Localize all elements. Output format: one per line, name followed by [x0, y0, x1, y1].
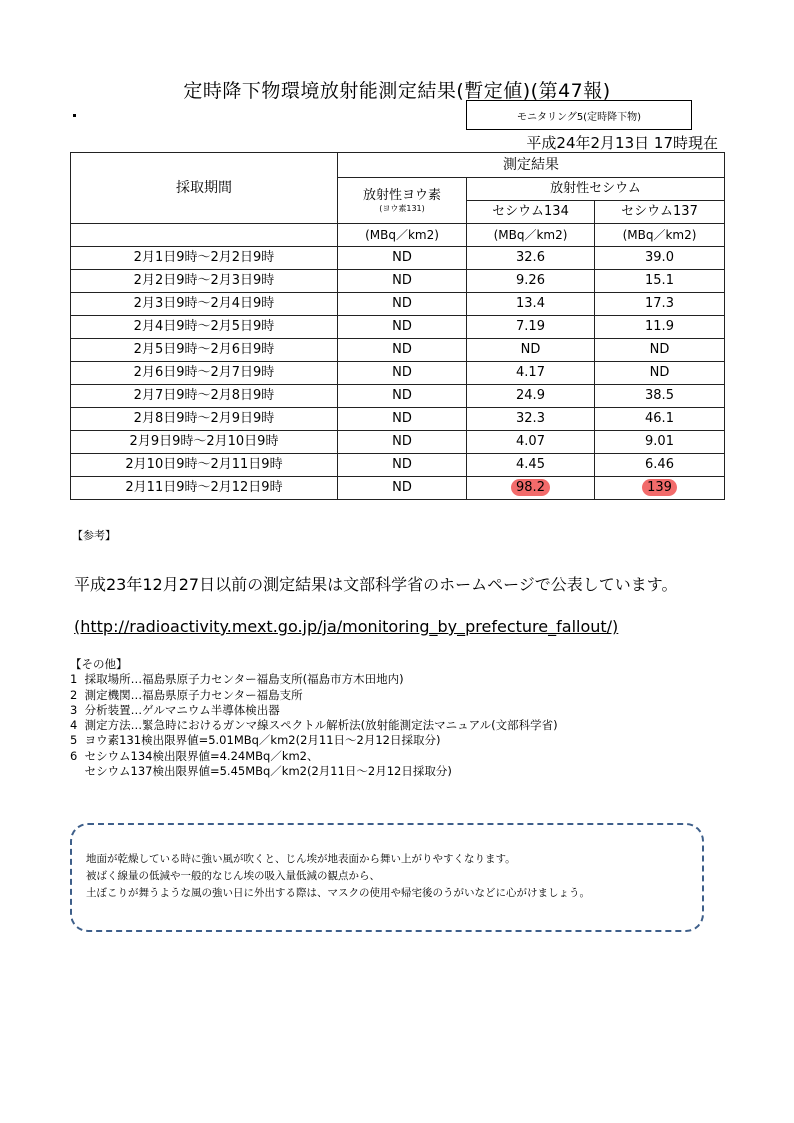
table-row [71, 408, 725, 431]
other-item: 5 ヨウ素131検出限界値=5.01MBq／km2(2月11日～2月12日採取分) [70, 733, 441, 748]
other-item: 1 採取場所…福島県原子力センター福島支所(福島市方木田地内) [70, 672, 404, 687]
header-cs134: セシウム134 [467, 201, 595, 224]
other-item: 3 分析装置…ゲルマニウム半導体検出器 [70, 702, 280, 717]
cell-cesium137: 39.0 [595, 247, 725, 270]
unit-cs134: (MBq／km2) [467, 224, 595, 247]
header-iodine-sub: (ヨウ素131) [379, 203, 425, 213]
cell-cesium134: 4.17 [467, 362, 595, 385]
cell-cesium137: ND [595, 339, 725, 362]
cell-iodine131: ND [338, 454, 467, 477]
other-item: セシウム137検出限界値=5.45MBq／km2(2月11日～2月12日採取分) [70, 764, 452, 779]
cell-iodine131: ND [338, 339, 467, 362]
advisory-notice-box [70, 823, 704, 932]
header-iodine [338, 178, 467, 224]
cell-iodine131: ND [338, 431, 467, 454]
cell-cesium137: 15.1 [595, 270, 725, 293]
header-row-top [71, 153, 725, 178]
table-row [71, 293, 725, 316]
document-title: 定時降下物環境放射能測定結果(暫定値)(第47報) [183, 80, 611, 102]
cell-iodine131: ND [338, 408, 467, 431]
header-row-units [71, 224, 725, 247]
cell-period: 2月2日9時～2月3日9時 [71, 270, 338, 293]
table-row [71, 454, 725, 477]
cell-period: 2月10日9時～2月11日9時 [71, 454, 338, 477]
other-notes [70, 657, 558, 779]
table-row [71, 247, 725, 270]
cell-cesium137: 17.3 [595, 293, 725, 316]
cell-period: 2月7日9時～2月8日9時 [71, 385, 338, 408]
results-table [70, 152, 725, 500]
cell-iodine131: ND [338, 316, 467, 339]
cell-period: 2月3日9時～2月4日9時 [71, 293, 338, 316]
unit-iodine: (MBq／km2) [338, 224, 467, 247]
table-row [71, 431, 725, 454]
monitoring-label: モニタリング5(定時降下物) [517, 111, 641, 123]
cell-cesium137 [595, 477, 725, 500]
cell-cesium137: ND [595, 362, 725, 385]
cell-period: 2月1日9時～2月2日9時 [71, 247, 338, 270]
cell-cesium137: 38.5 [595, 385, 725, 408]
highlighted-value: 139 [642, 479, 677, 496]
cell-period: 2月8日9時～2月9日9時 [71, 408, 338, 431]
reference-label: 【参考】 [72, 529, 116, 542]
cell-iodine131: ND [338, 247, 467, 270]
cell-iodine131: ND [338, 385, 467, 408]
cell-cesium137: 6.46 [595, 454, 725, 477]
reference-text: 平成23年12月27日以前の測定結果は文部科学省のホームページで公表しています。 [74, 575, 678, 594]
table-row [71, 339, 725, 362]
header-period: 採取期間 [71, 153, 338, 224]
cell-cesium134: 4.07 [467, 431, 595, 454]
unit-cs137: (MBq／km2) [595, 224, 725, 247]
cell-cesium134: 32.6 [467, 247, 595, 270]
notice-line: 地面が乾燥している時に強い風が吹くと、じん埃が地表面から舞い上がりやすくなります。 [86, 853, 516, 865]
cell-iodine131: ND [338, 477, 467, 500]
other-item: 2 測定機関…福島県原子力センター福島支所 [70, 687, 303, 702]
cell-period: 2月11日9時～2月12日9時 [71, 477, 338, 500]
cell-cesium137: 9.01 [595, 431, 725, 454]
reference-link[interactable]: (http://radioactivity.mext.go.jp/ja/monitoring_by_prefecture_fallout/) [74, 617, 619, 636]
cell-period: 2月4日9時～2月5日9時 [71, 316, 338, 339]
table-row [71, 316, 725, 339]
header-cesium: 放射性セシウム [467, 178, 725, 201]
cell-cesium134: 13.4 [467, 293, 595, 316]
table-row [71, 477, 725, 500]
cell-cesium137: 11.9 [595, 316, 725, 339]
table-row [71, 362, 725, 385]
other-label: 【その他】 [70, 657, 128, 671]
other-item: 6 セシウム134検出限界値=4.24MBq／km2、 [70, 748, 319, 763]
cell-cesium134: 7.19 [467, 316, 595, 339]
table-row [71, 385, 725, 408]
header-cs137: セシウム137 [595, 201, 725, 224]
other-item: 4 測定方法…緊急時におけるガンマ線スペクトル解析法(放射能測定法マニュアル(文部科学省) [70, 718, 558, 733]
cell-period: 2月6日9時～2月7日9時 [71, 362, 338, 385]
cell-cesium134: 24.9 [467, 385, 595, 408]
cell-cesium137: 46.1 [595, 408, 725, 431]
cell-iodine131: ND [338, 362, 467, 385]
cell-period: 2月5日9時～2月6日9時 [71, 339, 338, 362]
header-results: 測定結果 [338, 153, 725, 178]
cell-iodine131: ND [338, 270, 467, 293]
cell-cesium134: 32.3 [467, 408, 595, 431]
cell-iodine131: ND [338, 293, 467, 316]
cell-cesium134: 9.26 [467, 270, 595, 293]
notice-line: 土ぼこりが舞うような風の強い日に外出する際は、マスクの使用や帰宅後のうがいなどに心がけましょう。 [86, 887, 590, 899]
table-row [71, 270, 725, 293]
cell-cesium134: 4.45 [467, 454, 595, 477]
unit-period-blank [71, 224, 338, 247]
header-iodine-label: 放射性ヨウ素 [362, 187, 441, 203]
monitoring-label-box [466, 100, 692, 130]
notice-line: 被ばく線量の低減や一般的なじん埃の吸入量低減の観点から、 [86, 870, 380, 882]
cell-period: 2月9日9時～2月10日9時 [71, 431, 338, 454]
as-of-date: 平成24年2月13日 17時現在 [526, 134, 718, 152]
highlighted-value: 98.2 [511, 479, 550, 496]
cell-cesium134: ND [467, 339, 595, 362]
cell-cesium134 [467, 477, 595, 500]
stray-dot [73, 114, 76, 117]
